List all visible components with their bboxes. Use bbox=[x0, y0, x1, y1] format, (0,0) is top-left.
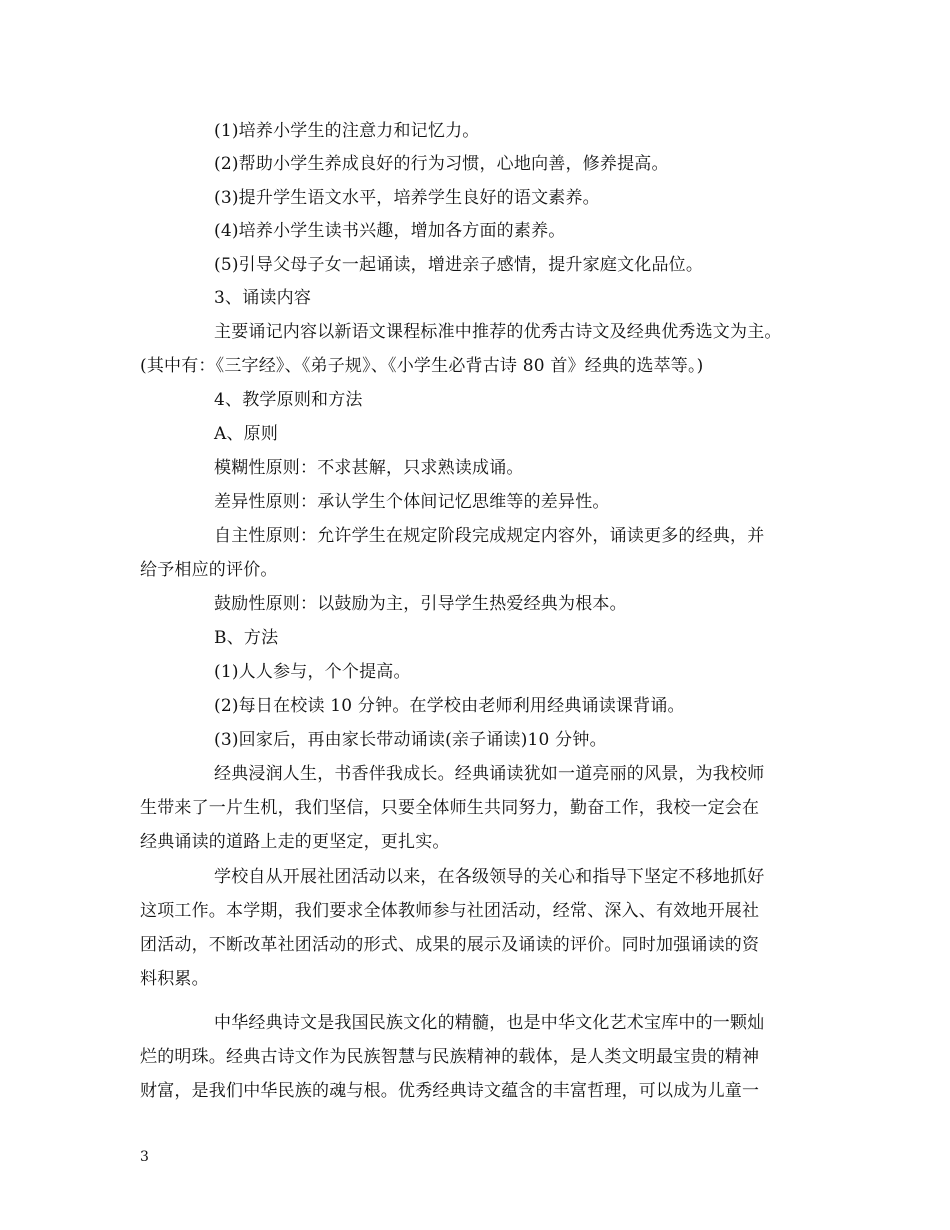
method-item: (2)每日在校读 10 分钟。在学校由老师利用经典诵读课背诵。 bbox=[214, 696, 685, 716]
list-item-goal-5: (5)引导父母子女一起诵读，增进亲子感情，提升家庭文化品位。 bbox=[214, 255, 704, 275]
paragraph-line: 经典诵读的道路上走的更坚定，更扎实。 bbox=[140, 832, 450, 852]
paragraph-line: (其中有：《三字经》、《弟子规》、《小学生必背古诗 80 首》经典的选萃等。) bbox=[140, 356, 704, 376]
paragraph-line: 中华经典诗文是我国民族文化的精髓，也是中华文化艺术宝库中的一颗灿 bbox=[214, 1013, 765, 1033]
paragraph-line: 团活动，不断改革社团活动的形式、成果的展示及诵读的评价。同时加强诵读的资 bbox=[140, 935, 760, 955]
paragraph-line: 财富，是我们中华民族的魂与根。优秀经典诗文蕴含的丰富哲理，可以成为儿童一 bbox=[140, 1081, 760, 1101]
page-number: 3 bbox=[140, 1149, 149, 1165]
principle-item: 鼓励性原则：以鼓励为主，引导学生热爱经典为根本。 bbox=[214, 594, 627, 614]
paragraph-line: 学校自从开展社团活动以来，在各级领导的关心和指导下坚定不移地抓好 bbox=[214, 867, 765, 887]
method-item: (1)人人参与，个个提高。 bbox=[214, 662, 411, 682]
subheading-methods: B、方法 bbox=[214, 628, 279, 648]
paragraph-line: 给予相应的评价。 bbox=[140, 560, 278, 580]
principle-item: 模糊性原则：不求甚解，只求熟读成诵。 bbox=[214, 458, 524, 478]
paragraph-line: 经典浸润人生，书香伴我成长。经典诵读犹如一道亮丽的风景，为我校师 bbox=[214, 764, 765, 784]
paragraph-line: 烂的明珠。经典古诗文作为民族智慧与民族精神的载体，是人类文明最宝贵的精神 bbox=[140, 1047, 760, 1067]
principle-item: 差异性原则：承认学生个体间记忆思维等的差异性。 bbox=[214, 492, 610, 512]
method-item: (3)回家后，再由家长带动诵读(亲子诵读)10 分钟。 bbox=[214, 730, 607, 750]
section-heading-principles: 4、教学原则和方法 bbox=[214, 390, 363, 410]
paragraph-line: 主要诵记内容以新语文课程标准中推荐的优秀古诗文及经典优秀选文为主。 bbox=[214, 322, 782, 342]
principle-item: 自主性原则：允许学生在规定阶段完成规定内容外，诵读更多的经典，并 bbox=[214, 526, 765, 546]
list-item-goal-1: (1)培养小学生的注意力和记忆力。 bbox=[214, 121, 480, 141]
list-item-goal-3: (3)提升学生语文水平，培养学生良好的语文素养。 bbox=[214, 188, 600, 208]
paragraph-line: 料积累。 bbox=[140, 969, 209, 989]
paragraph-line: 生带来了一片生机，我们坚信，只要全体师生共同努力，勤奋工作，我校一定会在 bbox=[140, 798, 760, 818]
list-item-goal-2: (2)帮助小学生养成良好的行为习惯，心地向善，修养提高。 bbox=[214, 154, 669, 174]
paragraph-line: 这项工作。本学期，我们要求全体教师参与社团活动，经常、深入、有效地开展社 bbox=[140, 901, 760, 921]
section-heading-content: 3、诵读内容 bbox=[214, 288, 312, 308]
subheading-principles: A、原则 bbox=[214, 424, 279, 444]
list-item-goal-4: (4)培养小学生读书兴趣，增加各方面的素养。 bbox=[214, 221, 566, 241]
